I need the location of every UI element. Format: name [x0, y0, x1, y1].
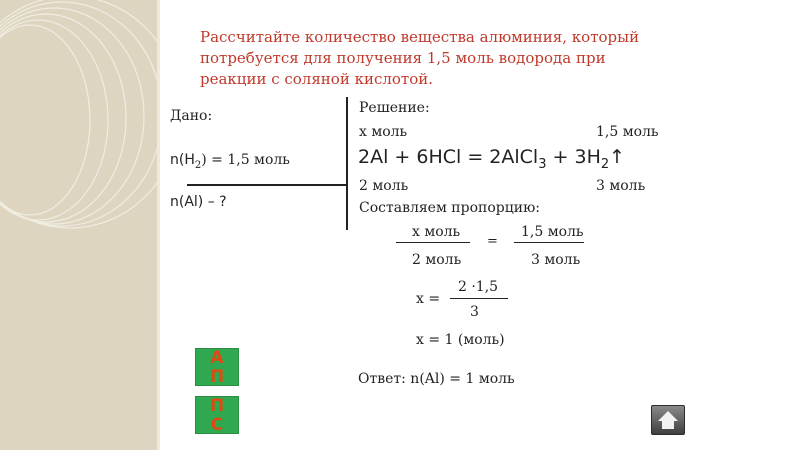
- label-3-mol: 3 моль: [596, 178, 646, 194]
- nav-button-ps-line2: С: [210, 415, 224, 435]
- left-decorative-band: [0, 0, 160, 450]
- given-hydrogen: [170, 152, 290, 171]
- proportion-denominator-left: 2 моль: [412, 252, 462, 268]
- proportion-label: Составляем пропорцию:: [359, 200, 540, 216]
- calc-fraction-bar: [450, 298, 508, 299]
- given-divider-horizontal: [187, 184, 347, 186]
- given-hydrogen-suffix: ) = 1,5 моль: [201, 152, 290, 168]
- nav-button-ap-line1: А: [210, 348, 224, 368]
- equation-part2: + 3H: [546, 146, 601, 168]
- home-button[interactable]: [651, 405, 685, 435]
- proportion-denominator-right: 3 моль: [531, 252, 581, 268]
- gas-arrow-icon: ↑: [609, 146, 626, 168]
- given-unknown-text: n(Al) – ?: [170, 194, 227, 210]
- nav-button-ps[interactable]: [195, 396, 239, 434]
- result-line: x = 1 (моль): [416, 332, 505, 348]
- fraction-bar-right: [514, 242, 584, 243]
- label-x-mol: x моль: [359, 124, 408, 140]
- equation-part1: 2Al + 6HCl = 2AlCl: [358, 146, 539, 168]
- given-divider-vertical: [346, 97, 348, 230]
- proportion-numerator-left: x моль: [412, 224, 461, 240]
- calc-numerator: 2 ·1,5: [458, 279, 499, 295]
- equation-sub1: 3: [538, 156, 547, 172]
- given-hydrogen-prefix: n(H: [170, 152, 195, 168]
- nav-button-ps-line1: П: [209, 396, 225, 416]
- given-heading: Дано:: [170, 108, 213, 124]
- home-icon: [652, 406, 684, 434]
- fraction-bar-left: [396, 242, 470, 243]
- reaction-equation: [358, 146, 625, 172]
- nav-button-ap[interactable]: [195, 348, 239, 386]
- answer-line: [358, 371, 515, 387]
- given-unknown: [170, 194, 227, 210]
- nav-button-ap-line2: П: [209, 367, 225, 387]
- given-hydrogen-sub: 2: [194, 159, 202, 171]
- calc-denominator: 3: [470, 304, 479, 320]
- task-title: Рассчитайте количество вещества алюминия, который потребуется для получения 1,5 моль водорода при реакции с соляной кислотой.: [200, 28, 640, 88]
- equation-sub2: 2: [600, 156, 610, 172]
- solution-heading: Решение:: [359, 100, 430, 116]
- label-2-mol: 2 моль: [359, 178, 409, 194]
- proportion-equals: =: [487, 234, 498, 249]
- swirl-decoration: [0, 0, 160, 450]
- proportion-numerator-right: 1,5 моль: [521, 224, 584, 240]
- label-1-5-mol: 1,5 моль: [596, 124, 659, 140]
- calc-x-label: x =: [416, 291, 441, 307]
- answer-text: Ответ: n(Al) = 1 моль: [358, 371, 515, 387]
